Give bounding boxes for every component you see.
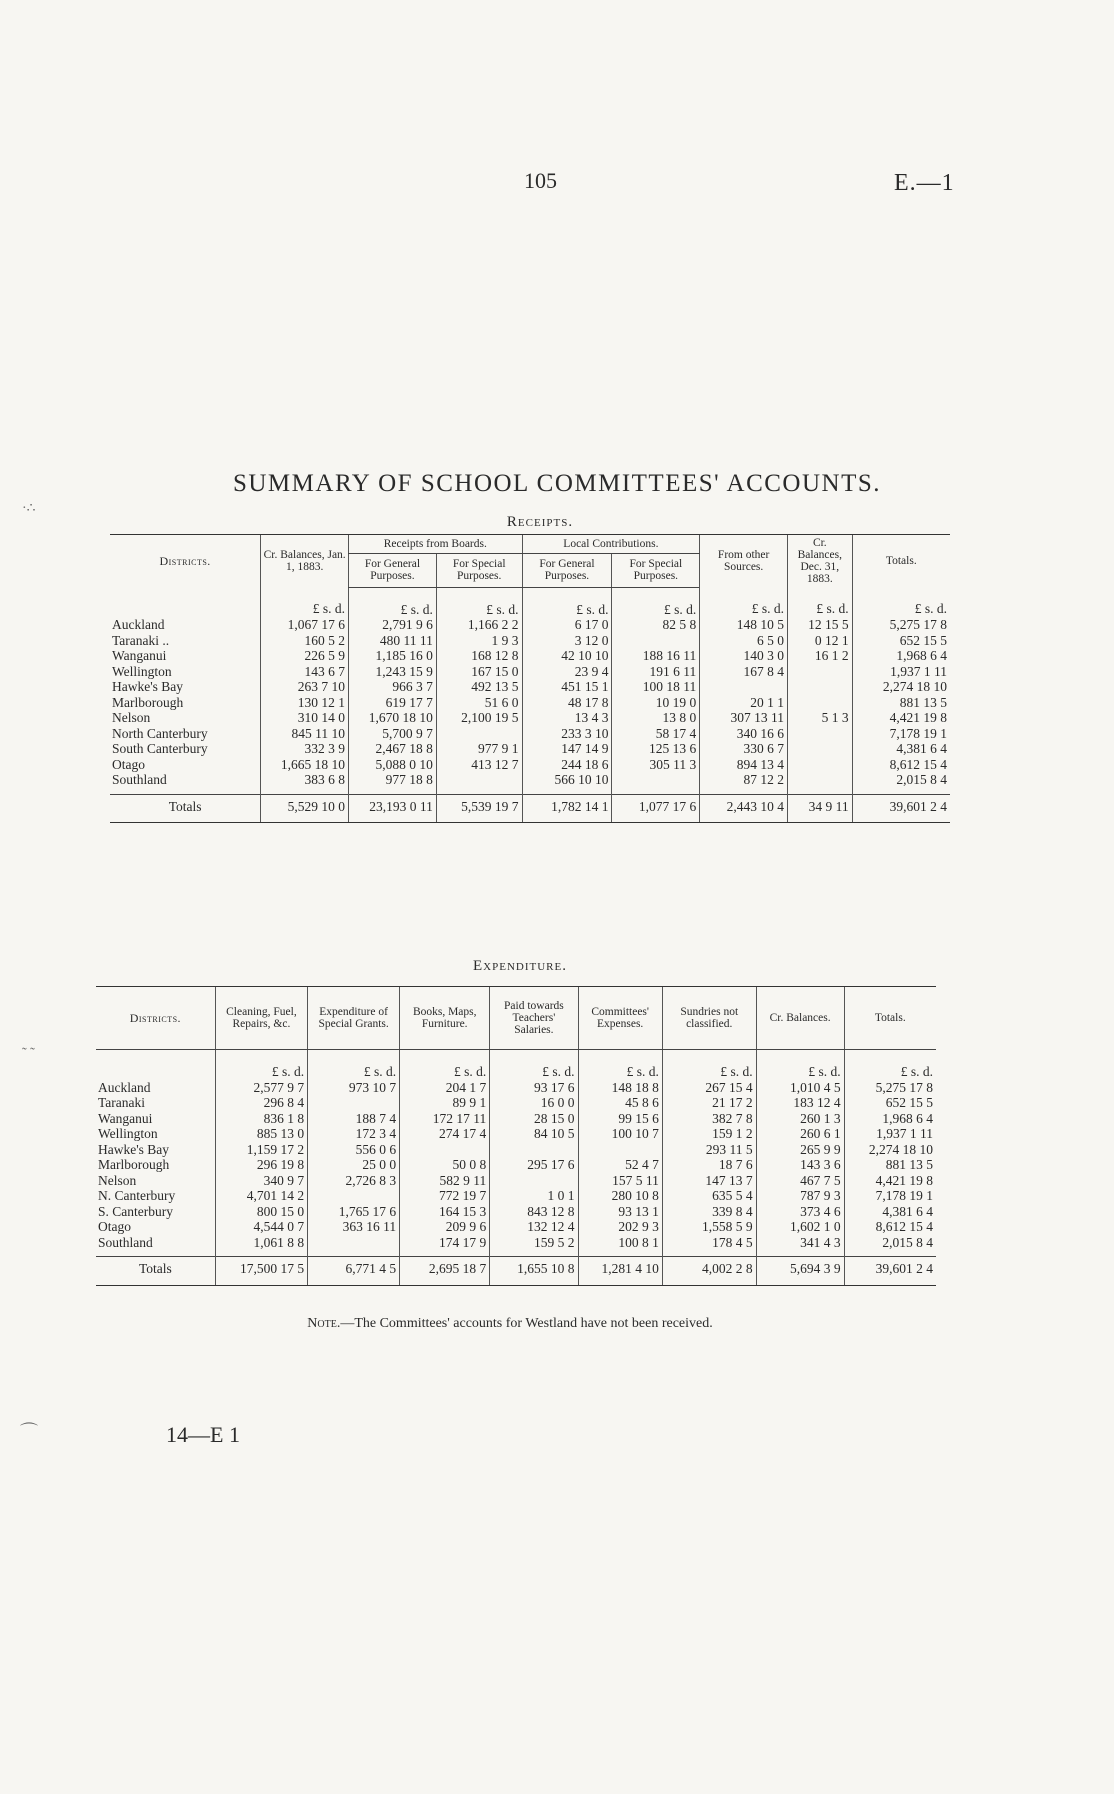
cell-value: 836 1 8: [263, 1110, 305, 1126]
cell-value: 1,765 17 6: [338, 1203, 397, 1219]
cell-value: [791, 664, 849, 680]
sundries-values: [662, 1080, 756, 1257]
cell-value: 977 9 1: [478, 741, 519, 756]
cell-value: 157 5 11: [612, 1172, 659, 1188]
cell-value: 20 1 1: [750, 694, 785, 710]
col-cleaning: Cleaning, Fuel, Repairs, &c.: [215, 987, 307, 1050]
col-local-special: For Special Purposes.: [612, 554, 700, 587]
cell-value: 293 11 5: [705, 1141, 753, 1157]
cell-value: 16 0 0: [540, 1095, 575, 1110]
cell-value: 1,968 6 4: [896, 648, 947, 663]
col-cr-balances-dec: Cr. Balances, Dec. 31, 1883.: [788, 535, 853, 588]
col-local-contributions: Local Contributions.: [522, 535, 700, 554]
cell-value: 12 15 5: [808, 617, 849, 632]
cell-value: 4,701 14 2: [246, 1188, 305, 1203]
district-name: N. Canterbury: [98, 1188, 176, 1203]
cell-value: [311, 1188, 396, 1204]
cell-value: 25 0 0: [362, 1157, 397, 1172]
cell-value: 966 3 7: [392, 679, 433, 694]
cell-value: 1,968 6 4: [882, 1110, 933, 1126]
receipts-heading: Receipts.: [506, 514, 574, 530]
district-name: Marlborough: [98, 1157, 170, 1172]
cell-value: 2,791 9 6: [382, 617, 433, 632]
cell-value: 332 3 9: [304, 741, 346, 756]
cell-value: 5 1 3: [821, 710, 849, 725]
cell-value: [615, 633, 696, 649]
footnote: [0, 1316, 1020, 1332]
cell-value: 82 5 8: [662, 617, 697, 632]
district-name: Wellington: [98, 1126, 158, 1141]
district-name: Auckland: [112, 617, 165, 632]
cell-value: 582 9 11: [439, 1172, 487, 1188]
cell-value: 1,166 2 2: [467, 617, 519, 632]
col-cr-balances: Cr. Balances.: [756, 987, 844, 1050]
cell-value: 160 5 2: [304, 632, 346, 648]
cell-value: [791, 757, 849, 773]
cell-value: 4,381 6 4: [882, 1203, 933, 1219]
cell-value: 373 4 6: [800, 1203, 841, 1219]
cell-value: 2,015 8 4: [882, 1234, 933, 1250]
cell-value: 202 9 3: [618, 1219, 659, 1234]
total-cell: 1,655 10 8: [490, 1257, 578, 1286]
district-name: Nelson: [112, 710, 151, 725]
cell-value: 382 7 8: [712, 1110, 753, 1126]
cell-value: 148 18 8: [611, 1079, 659, 1095]
cell-value: 125 13 6: [649, 741, 697, 756]
cell-value: 1,061 8 8: [253, 1234, 305, 1250]
cell-value: 13 8 0: [662, 710, 697, 725]
cell-value: 6 17 0: [574, 617, 609, 632]
cell-value: 51 6 0: [484, 694, 519, 710]
cell-value: 1,558 5 9: [702, 1219, 753, 1234]
totals-label: Totals: [110, 794, 261, 823]
cell-value: 99 15 6: [618, 1110, 659, 1126]
cell-value: 566 10 10: [554, 772, 609, 787]
cell-value: 28 15 0: [534, 1110, 575, 1126]
cell-value: 1,670 18 10: [368, 710, 433, 725]
cell-value: 93 17 6: [534, 1079, 575, 1095]
cell-value: 84 10 5: [534, 1126, 575, 1141]
cell-value: 132 12 4: [527, 1219, 575, 1234]
cell-value: 42 10 10: [561, 648, 609, 663]
total-cell: 2,695 18 7: [400, 1257, 490, 1286]
cell-value: 973 10 7: [348, 1079, 397, 1095]
cell-value: [582, 1142, 659, 1158]
cell-value: 2,577 9 7: [253, 1079, 305, 1095]
cell-value: 204 1 7: [445, 1079, 487, 1095]
district-name: Otago: [98, 1219, 131, 1234]
units-row: £ s. d. £ s. d. £ s. d. £ s. d. £ s. d. £ s. d. £ s. d. £ s. d.: [110, 587, 950, 617]
cell-value: 260 6 1: [800, 1126, 841, 1141]
cell-value: [791, 772, 849, 788]
cell-value: [615, 772, 696, 788]
cell-value: 167 8 4: [743, 663, 785, 679]
cell-value: 8,612 15 4: [875, 1219, 933, 1234]
cell-value: 188 16 11: [642, 648, 697, 663]
cell-value: 148 10 5: [736, 617, 785, 632]
cell-value: 188 7 4: [355, 1110, 397, 1126]
cell-value: 1,159 17 2: [246, 1141, 305, 1157]
cell-value: 209 9 6: [445, 1219, 487, 1234]
cell-value: [403, 1142, 486, 1158]
cell-value: 310 14 0: [297, 710, 346, 725]
cell-value: 1 0 1: [547, 1188, 575, 1203]
col-totals: Totals.: [852, 535, 950, 588]
books-values: [400, 1080, 490, 1257]
cell-value: [440, 726, 519, 742]
cell-value: 3 12 0: [574, 632, 609, 648]
cell-value: 977 18 8: [385, 772, 433, 787]
cell-value: 296 19 8: [256, 1157, 305, 1172]
total-cell: 5,694 3 9: [756, 1257, 844, 1286]
cell-value: 7,178 19 1: [889, 725, 947, 741]
boards-general-values: [349, 617, 437, 794]
cell-value: 1,602 1 0: [789, 1219, 841, 1234]
cell-value: 167 15 0: [471, 663, 519, 679]
district-names: [96, 1080, 215, 1257]
col-cr-balances: Cr. Balances, Jan. 1, 1883.: [261, 535, 349, 588]
cell-value: 18 7 6: [718, 1157, 753, 1172]
cell-value: 619 17 7: [385, 694, 433, 710]
cell-value: 7,178 19 1: [875, 1188, 933, 1203]
cell-value: 2,015 8 4: [896, 772, 947, 787]
cell-value: 4,421 19 8: [889, 710, 947, 725]
cell-value: 172 3 4: [355, 1126, 397, 1141]
district-name: Hawke's Bay: [112, 679, 184, 694]
col-teachers: Paid towards Teachers' Salaries.: [490, 987, 578, 1050]
total-cell: 2,443 10 4: [700, 794, 788, 823]
teachers-values: [490, 1080, 578, 1257]
district-name: South Canterbury: [112, 741, 208, 756]
receipts-table: [110, 534, 950, 823]
cell-value: 894 13 4: [736, 756, 785, 772]
cr-balances-values: [261, 617, 349, 794]
receipts-totals-row: [110, 794, 950, 823]
cell-value: 143 3 6: [800, 1157, 841, 1172]
expenditure-heading: Expenditure.: [473, 958, 567, 974]
cell-value: 263 7 10: [297, 679, 346, 694]
cell-value: 339 8 4: [712, 1203, 753, 1219]
note-label: Note.: [307, 1316, 341, 1331]
col-receipts-from-boards: Receipts from Boards.: [349, 535, 522, 554]
total-cell: 23,193 0 11: [349, 794, 437, 823]
cell-value: 480 11 11: [379, 632, 433, 648]
district-names: [110, 617, 261, 794]
cell-value: 93 13 1: [618, 1203, 659, 1219]
col-special-grants: Expenditure of Special Grants.: [308, 987, 400, 1050]
cell-value: 2,726 8 3: [345, 1172, 397, 1188]
district-name: Southland: [112, 772, 167, 787]
cell-value: 413 12 7: [471, 756, 519, 772]
cell-value: 21 17 2: [712, 1095, 753, 1110]
totals-values: [852, 617, 950, 794]
cell-value: 265 9 9: [800, 1141, 841, 1157]
cell-value: 143 6 7: [304, 663, 346, 679]
special-grants-values: [308, 1080, 400, 1257]
cell-value: [791, 679, 849, 695]
district-name: Wellington: [112, 663, 172, 679]
cell-value: [791, 695, 849, 711]
cell-value: 13 4 3: [574, 710, 609, 725]
local-special-values: [612, 617, 700, 794]
total-cell: 5,539 19 7: [436, 794, 522, 823]
cell-value: 0 12 1: [814, 632, 849, 648]
cell-value: 6 5 0: [757, 632, 785, 648]
cell-value: 174 17 9: [439, 1234, 487, 1250]
district-name: Hawke's Bay: [98, 1141, 170, 1157]
cell-value: 147 13 7: [705, 1172, 753, 1188]
col-districts: Districts.: [96, 987, 215, 1050]
cell-value: 159 5 2: [534, 1234, 575, 1250]
cell-value: 296 8 4: [263, 1095, 305, 1110]
boards-special-values: [436, 617, 522, 794]
cell-value: 4,544 0 7: [253, 1219, 305, 1234]
cell-value: 58 17 4: [655, 725, 697, 741]
cell-value: 159 1 2: [712, 1126, 753, 1141]
cell-value: 652 15 5: [899, 632, 947, 648]
cell-value: 2,274 18 10: [868, 1141, 933, 1157]
cell-value: 4,381 6 4: [896, 741, 947, 756]
cell-value: 5,088 0 10: [375, 756, 433, 772]
cell-value: 341 4 3: [800, 1234, 841, 1250]
district-name: Marlborough: [112, 694, 184, 710]
district-name: Otago: [112, 756, 145, 772]
cell-value: 87 12 2: [743, 772, 785, 787]
district-name: Taranaki ..: [112, 632, 170, 648]
cell-value: 168 12 8: [471, 648, 519, 663]
col-boards-special: For Special Purposes.: [436, 554, 522, 587]
cell-value: 147 14 9: [561, 741, 609, 756]
cell-value: 164 15 3: [439, 1203, 487, 1219]
cell-value: [791, 741, 849, 757]
cell-value: 100 18 11: [642, 679, 697, 694]
cell-value: 52 4 7: [625, 1157, 659, 1172]
cell-value: 1,010 4 5: [789, 1079, 841, 1095]
total-cell: 34 9 11: [788, 794, 853, 823]
expenditure-totals-row: [96, 1257, 936, 1286]
cell-value: 635 5 4: [712, 1188, 753, 1203]
cell-value: 1,243 15 9: [375, 663, 433, 679]
note-text: —The Committees' accounts for Westland have not been received.: [340, 1316, 713, 1331]
cell-value: 50 0 8: [452, 1157, 487, 1172]
expenditure-table: [96, 986, 936, 1286]
cell-value: 1,665 18 10: [280, 756, 346, 772]
total-cell: 1,782 14 1: [522, 794, 612, 823]
other-sources-values: [700, 617, 788, 794]
cell-value: 100 8 1: [618, 1234, 659, 1250]
district-name: Wanganui: [112, 648, 167, 663]
cell-value: 140 3 0: [743, 648, 785, 663]
district-name: Nelson: [98, 1172, 137, 1188]
cell-value: 843 12 8: [527, 1203, 575, 1219]
cell-value: 492 13 5: [471, 679, 519, 694]
total-cell: 17,500 17 5: [215, 1257, 307, 1286]
margin-mark: ·∴: [22, 501, 36, 516]
document-code: E.—1: [894, 170, 955, 196]
cell-value: 363 16 11: [342, 1219, 397, 1234]
cell-value: 183 12 4: [793, 1095, 841, 1110]
cell-value: 244 18 6: [561, 756, 609, 772]
cr-balances-dec-values: [788, 617, 853, 794]
cell-value: 451 15 1: [561, 679, 609, 694]
cell-value: 191 6 11: [649, 663, 697, 679]
cell-value: [493, 1173, 574, 1189]
page-number: 105: [524, 168, 557, 193]
cell-value: 274 17 4: [439, 1126, 487, 1141]
totals-label: Totals: [96, 1257, 215, 1286]
cell-value: [440, 772, 519, 788]
cell-value: 1,937 1 11: [890, 663, 947, 679]
cell-value: [311, 1095, 396, 1111]
cell-value: 295 17 6: [527, 1157, 575, 1172]
cell-value: 172 17 11: [432, 1110, 487, 1126]
cell-value: 267 15 4: [705, 1079, 753, 1095]
cell-value: 100 10 7: [611, 1126, 659, 1141]
cell-value: 467 7 5: [800, 1172, 841, 1188]
col-committees: Committees' Expenses.: [578, 987, 662, 1050]
cell-value: 89 9 1: [452, 1095, 487, 1110]
totals-values: [844, 1080, 936, 1257]
cell-value: 2,467 18 8: [375, 741, 433, 756]
cell-value: 5,275 17 8: [875, 1079, 933, 1095]
cell-value: 800 15 0: [256, 1203, 305, 1219]
district-name: S. Canterbury: [98, 1203, 173, 1219]
col-districts: Districts.: [110, 535, 261, 588]
cell-value: 383 6 8: [304, 772, 346, 787]
cell-value: 23 9 4: [574, 663, 609, 679]
cell-value: [311, 1235, 396, 1251]
cell-value: 8,612 15 4: [889, 756, 947, 772]
cell-value: 556 0 6: [355, 1141, 397, 1157]
cell-value: 280 10 8: [611, 1188, 659, 1203]
cr-balances-values: [756, 1080, 844, 1257]
margin-mark: ⌒: [20, 1422, 38, 1442]
margin-mark: ˜ ˜: [22, 1046, 35, 1061]
cleaning-values: [215, 1080, 307, 1257]
cell-value: [703, 679, 784, 695]
total-cell: 4,002 2 8: [662, 1257, 756, 1286]
cell-value: 1,185 16 0: [375, 648, 433, 663]
cell-value: 307 13 11: [730, 710, 785, 725]
receipts-data-row: [110, 617, 950, 794]
cell-value: 48 17 8: [567, 694, 609, 710]
cell-value: [493, 1142, 574, 1158]
cell-value: 260 1 3: [800, 1110, 841, 1126]
cell-value: 330 6 7: [743, 741, 785, 756]
cell-value: 10 19 0: [655, 694, 697, 710]
cell-value: 772 19 7: [439, 1188, 487, 1203]
district-name: Auckland: [98, 1079, 151, 1095]
district-name: Taranaki: [98, 1095, 146, 1110]
local-general-values: [522, 617, 612, 794]
total-cell: 1,077 17 6: [612, 794, 700, 823]
cell-value: 340 16 6: [736, 725, 785, 741]
district-name: Wanganui: [98, 1110, 153, 1126]
cell-value: 226 5 9: [304, 648, 346, 663]
cell-value: 5,700 9 7: [382, 725, 433, 741]
cell-value: 233 3 10: [561, 725, 609, 741]
cell-value: 16 1 2: [814, 648, 849, 663]
cell-value: 178 4 5: [712, 1234, 753, 1250]
cell-value: 2,100 19 5: [461, 710, 519, 725]
cell-value: 130 12 1: [297, 694, 346, 710]
cell-value: 1,067 17 6: [287, 617, 346, 632]
cell-value: 340 9 7: [263, 1172, 305, 1188]
cell-value: 652 15 5: [885, 1095, 933, 1110]
district-name: North Canterbury: [112, 725, 208, 741]
col-local-general: For General Purposes.: [522, 554, 612, 587]
total-cell: 6,771 4 5: [308, 1257, 400, 1286]
col-boards-general: For General Purposes.: [349, 554, 437, 587]
committees-values: [578, 1080, 662, 1257]
cell-value: [791, 726, 849, 742]
cell-value: 787 9 3: [800, 1188, 841, 1203]
cell-value: 885 13 0: [256, 1126, 305, 1141]
signature-mark: 14—E 1: [166, 1422, 240, 1447]
total-cell: 39,601 2 4: [852, 794, 950, 823]
cell-value: 4,421 19 8: [875, 1172, 933, 1188]
col-totals: Totals.: [844, 987, 936, 1050]
cell-value: 881 13 5: [885, 1157, 933, 1172]
col-sundries: Sundries not classified.: [662, 987, 756, 1050]
col-from-other-sources: From other Sources.: [700, 535, 788, 588]
district-name: Southland: [98, 1234, 153, 1250]
cell-value: 45 8 6: [625, 1095, 659, 1110]
cell-value: 881 13 5: [899, 694, 947, 710]
cell-value: 1,937 1 11: [876, 1126, 933, 1141]
cell-value: 5,275 17 8: [889, 617, 947, 632]
expenditure-data-row: [96, 1080, 936, 1257]
cell-value: 845 11 10: [291, 725, 346, 741]
cell-value: 2,274 18 10: [882, 679, 947, 694]
total-cell: 5,529 10 0: [261, 794, 349, 823]
cell-value: 305 11 3: [649, 756, 697, 772]
col-books: Books, Maps, Furniture.: [400, 987, 490, 1050]
cell-value: 1 9 3: [491, 632, 519, 648]
page-title: SUMMARY OF SCHOOL COMMITTEES' ACCOUNTS.: [232, 470, 882, 497]
total-cell: 39,601 2 4: [844, 1257, 936, 1286]
units-row: £ s. d. £ s. d. £ s. d. £ s. d. £ s. d. £ s. d. £ s. d. £ s. d.: [96, 1050, 936, 1080]
total-cell: 1,281 4 10: [578, 1257, 662, 1286]
